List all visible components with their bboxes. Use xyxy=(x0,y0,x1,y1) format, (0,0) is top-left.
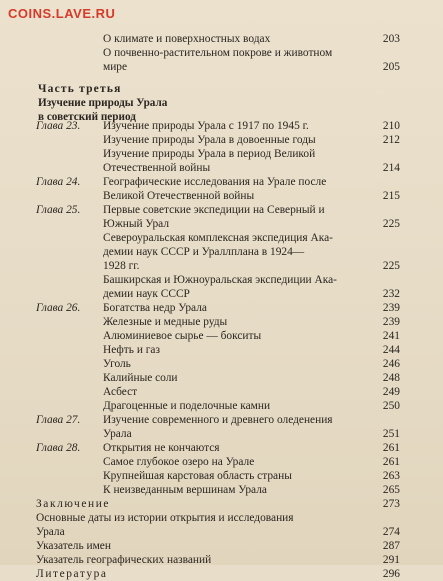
part-title: Часть третья xyxy=(38,83,122,95)
toc-page-number: 246 xyxy=(382,358,400,370)
toc-page-number: 212 xyxy=(382,134,400,146)
toc-row xyxy=(0,413,443,427)
toc-row xyxy=(0,161,443,175)
toc-entry-text: Заключение xyxy=(36,498,111,510)
toc-row xyxy=(0,511,443,525)
chapter-number: Глава 23. xyxy=(36,120,81,132)
toc-entry-text: Драгоценные и поделочные камни xyxy=(103,400,271,412)
watermark-text: COINS.LAVE.RU xyxy=(8,6,116,21)
toc-page-number: 287 xyxy=(382,540,400,552)
toc-entry-text: Богатства недр Урала xyxy=(103,302,207,314)
toc-row xyxy=(0,329,443,343)
toc-page-number: 239 xyxy=(382,302,400,314)
toc-row xyxy=(0,357,443,371)
toc-page-number: 214 xyxy=(382,162,400,174)
toc-page-number: 232 xyxy=(382,288,400,300)
toc-page-number: 296 xyxy=(382,568,400,580)
toc-page-number: 265 xyxy=(382,484,400,496)
toc-entry-text: Североуральская комплексная экспедиция Ака- xyxy=(103,232,333,244)
chapter-number: Глава 27. xyxy=(36,414,81,426)
toc-row xyxy=(0,32,443,46)
toc-row xyxy=(0,385,443,399)
toc-entry-text: мире xyxy=(103,61,128,73)
toc-entry-text: Изучение природы Урала в период Великой xyxy=(103,148,316,160)
toc-entry-text: Асбест xyxy=(103,386,138,398)
toc-entry-text: Великой Отечественной войны xyxy=(103,190,255,202)
toc-page-number: 261 xyxy=(382,442,400,454)
toc-row xyxy=(0,245,443,259)
toc-page-number: 225 xyxy=(382,218,400,230)
chapter-number: Глава 25. xyxy=(36,204,81,216)
toc-entry-text: Отечественной войны xyxy=(103,162,211,174)
toc-row xyxy=(0,217,443,231)
toc-row xyxy=(0,301,443,315)
toc-row xyxy=(0,427,443,441)
toc-row xyxy=(0,315,443,329)
toc-page-number: 239 xyxy=(382,316,400,328)
toc-row xyxy=(0,497,443,511)
toc-entry-text: Изучение современного и древнего оледенения xyxy=(103,414,333,426)
toc-row xyxy=(0,203,443,217)
toc-entry-text: Железные и медные руды xyxy=(103,316,228,328)
chapter-number: Глава 24. xyxy=(36,176,81,188)
toc-entry-text: Указатель географических названий xyxy=(36,554,212,566)
toc-page-number: 263 xyxy=(382,470,400,482)
toc-entry-text: Первые советские экспедиции на Северный и xyxy=(103,204,325,216)
toc-page-number: 273 xyxy=(382,498,400,510)
toc-entry-text: демии наук СССР и Ураллплана в 1924— xyxy=(103,246,305,258)
toc-row xyxy=(0,189,443,203)
toc-row xyxy=(0,231,443,245)
toc-row xyxy=(0,469,443,483)
toc-row xyxy=(0,287,443,301)
toc-entry-text: Крупнейшая карстовая область страны xyxy=(103,470,292,482)
toc-entry-text: Изучение природы Урала в довоенные годы xyxy=(103,134,316,146)
toc-page-number: 203 xyxy=(382,33,400,45)
toc-entry-text: Калийные соли xyxy=(103,372,178,384)
toc-page-number: 205 xyxy=(382,61,400,73)
toc-page-number: 261 xyxy=(382,456,400,468)
toc-entry-text: 1928 гг. xyxy=(103,260,140,272)
toc-row xyxy=(0,60,443,74)
toc-page-number: 291 xyxy=(382,554,400,566)
toc-entry-text: Самое глубокое озеро на Урале xyxy=(103,456,255,468)
toc-row xyxy=(0,343,443,357)
toc-row xyxy=(0,175,443,189)
toc-row xyxy=(0,147,443,161)
toc-row xyxy=(0,371,443,385)
toc-row xyxy=(0,539,443,553)
toc-page-number: 248 xyxy=(382,372,400,384)
toc-entry-text: Урала xyxy=(103,428,132,440)
toc-entry-text: Нефть и газ xyxy=(103,344,160,356)
toc-entry-text: Башкирская и Южноуральская экспедиции Ака- xyxy=(103,274,337,286)
part-subtitle-line2: в советский период xyxy=(38,111,136,123)
toc-entry-text: Основные даты из истории открытия и исследования xyxy=(36,512,294,524)
toc-entry-text: Географические исследования на Урале после xyxy=(103,176,327,188)
toc-row xyxy=(0,455,443,469)
toc-row xyxy=(0,399,443,413)
toc-entry-text: Южный Урал xyxy=(103,218,170,230)
toc-page-number: 225 xyxy=(382,260,400,272)
toc-page-number: 250 xyxy=(382,400,400,412)
toc-row xyxy=(0,273,443,287)
toc-page-number: 244 xyxy=(382,344,400,356)
toc-page-number: 210 xyxy=(382,120,400,132)
toc-page-number: 249 xyxy=(382,386,400,398)
toc-entry-text: демии наук СССР xyxy=(103,288,190,300)
toc-entry-text: К неизведанным вершинам Урала xyxy=(103,484,267,496)
toc-entry-text: Указатель имен xyxy=(36,540,111,552)
part-subtitle-line1: Изучение природы Урала xyxy=(38,97,168,109)
toc-entry-text: Алюминиевое сырье — бокситы xyxy=(103,330,262,342)
chapter-number: Глава 26. xyxy=(36,302,81,314)
toc-row xyxy=(0,567,443,581)
toc-row xyxy=(0,259,443,273)
toc-entry-text: Изучение природы Урала с 1917 по 1945 г. xyxy=(103,120,309,132)
toc-entry-text: О климате и поверхностных водах xyxy=(103,33,271,45)
toc-row xyxy=(0,483,443,497)
toc-entry-text: Урала xyxy=(36,526,65,538)
toc-row xyxy=(0,525,443,539)
toc-page-number: 251 xyxy=(382,428,400,440)
toc-row xyxy=(0,441,443,455)
toc-row xyxy=(0,119,443,133)
chapter-number: Глава 28. xyxy=(36,442,81,454)
toc-entry-text: Открытия не кончаются xyxy=(103,442,220,454)
toc-entry-text: О почвенно-растительном покрове и животном xyxy=(103,47,333,59)
toc-page-number: 274 xyxy=(382,526,400,538)
toc-page-number: 241 xyxy=(382,330,400,342)
toc-row xyxy=(0,46,443,60)
toc-entry-text: Уголь xyxy=(103,358,131,370)
toc-row xyxy=(0,133,443,147)
toc-page-number: 215 xyxy=(382,190,400,202)
toc-entry-text: Литература xyxy=(36,568,108,580)
